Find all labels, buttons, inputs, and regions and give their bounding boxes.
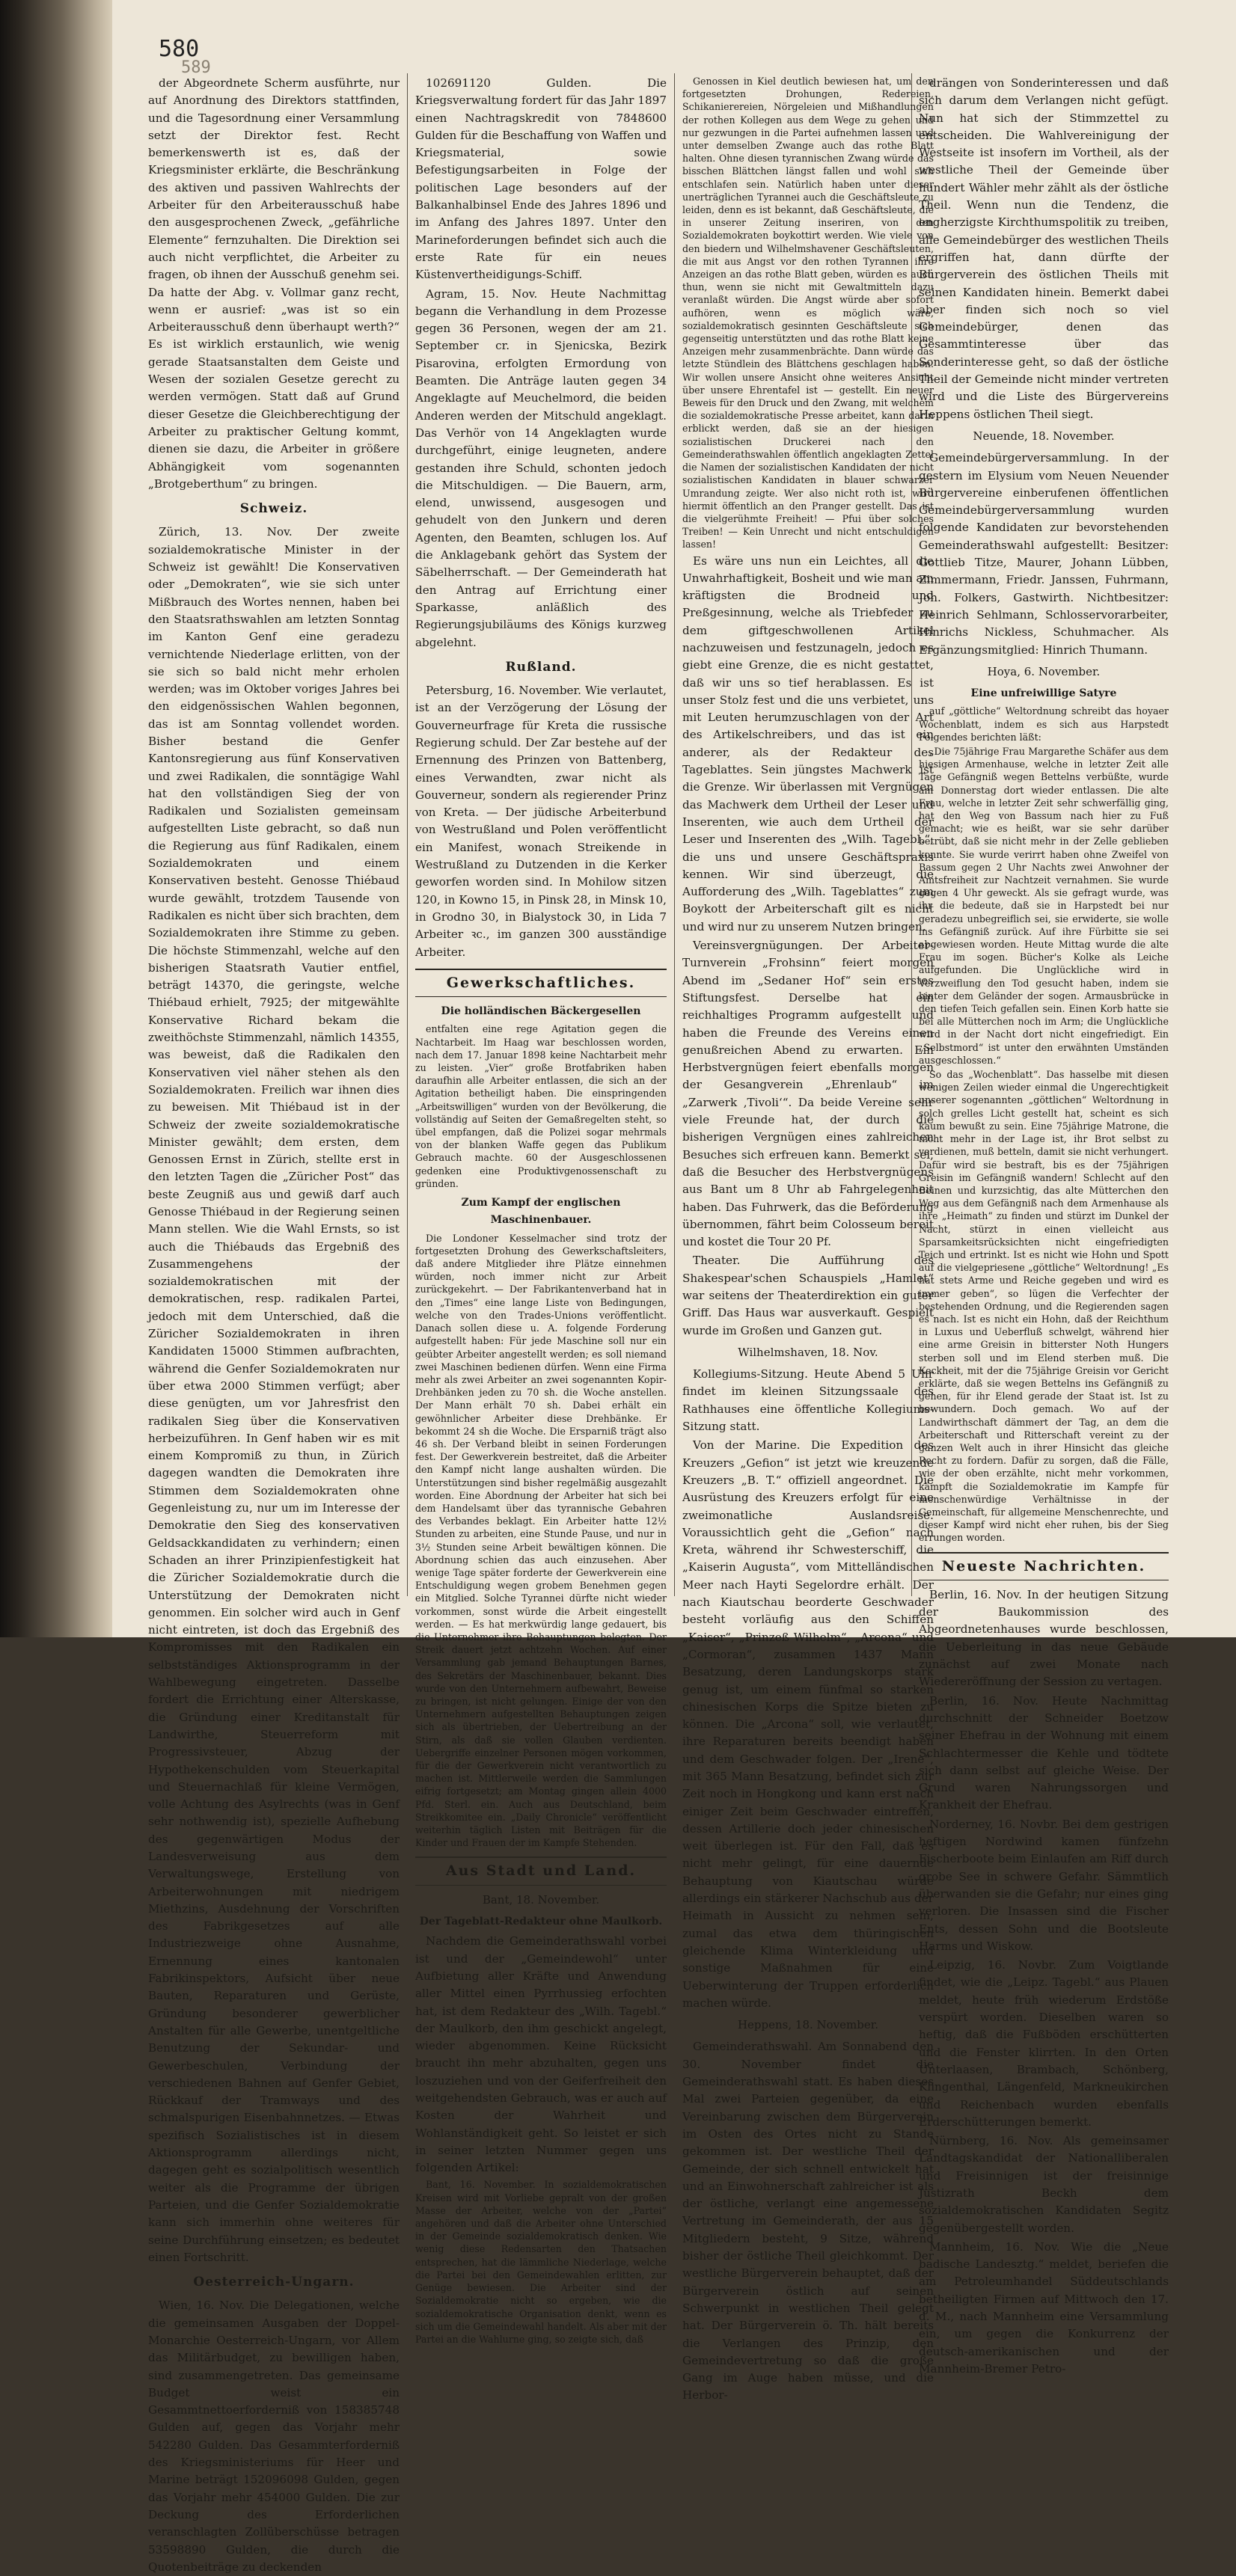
section-heading-neueste-nachrichten: Neueste Nachrichten. <box>919 1552 1169 1580</box>
article-text: Wien, 16. Nov. Die Delegationen, welche die gemeinsamen Ausgaben der Doppel-Monarchie Oesterreich-Ungarn, vor Allem das Militärbudget, zu bewilligen haben, sind zusammengetreten. Das gemeinsame Budget weist ein Gesammtnettoerforderniß von 158385748 Gulden auf, gegen das Vorjahr mehr 542280 Gulden. Das Gesammterforderniß des Kriegsministeriums für Heer und Marine beträgt 152096098 Gulden, gegen das Vorjahr mehr 454000 Gulden. Die zur Deckung des Erforderlichen veranschlagten Zollüberschüsse betragen 53598890 Gulden, die durch die Quotenbeiträge zu deckenden <box>148 2299 400 2574</box>
article-text: Die Londoner Kesselmacher sind trotz der fortgesetzten Drohung des Gewerkschaftsleiters, daß andere Mitglieder ihre Plätze einnehmen würden, noch immer nicht zur Arbeit zurückgekehrt. — Der Fabrikantenverband hat in den „Times“ eine lange Liste von Bedingungen, welche von den Trades-Unions veröffentlicht. Danach sollen diese u. A. folgende Forderung aufgestellt haben: Für jede Maschine soll nur ein geübter Arbeiter angestellt werden; es soll niemand zwei Maschinen bedienen dürfen. Wenn eine Firma mehr als zwei Arbeiter an zwei sogenannten Kopir-Drehbänken jeden zu 70 sh. die Woche anstellen. Der Mann erhält 70 sh. Dabei erhält ein gewöhnlicher Arbeiter diese Drehbänke. Er bekommt 24 sh die Woche. Die Ersparniß trägt also 46 sh. Der Verband bleibt in seinen Forderungen fest. Der Gewerkverein bestreitet, daß die Arbeiter den Kampf nicht lange aushalten würden. Die Unterstützungen sind bisher regelmäßig ausgezahlt worden. Eine Abordnung der Arbeiter hat sich bei dem Handelsamt über das tyrannische Gebahren des Verbandes beklagt. Ein Arbeiter hatte 12½ Stunden zu arbeiten, eine Stunde Pause, und nur in 3½ Stunden seine Arbeit bewältigen können. Die Abordnung schien das auch einzusehen. Aber wenige Tage später forderte der Gewerkverein eine Entschuldigung wegen grobem Benehmen gegen ein Mitglied. Solche Tyrannei dürfte nicht wieder vorkommen, sonst würde die Arbeit eingestellt werden. — Es hat merkwürdig lange gedauert, bis die Unternehmer ihre Behauptungen belegten. Der Streik dauert jetzt achtzehn Wochen. Auf einer Versammlung gab jemand Behauptungen Barnes, des Sekretärs der Maschinenbauer, bekannt. Dies wurde von den Unternehmern aufbewahrt, Beweise zu bringen, ist nicht gelungen. Einige der von den Unternehmern aufgestellten Behauptungen zeigen sich als übertrieben, der Uebertreibung an der Stirn, als daß sie vollen Glauben verdienten. Uebergriffe einzelner Personen mögen vorkommen, für die der Gewerkverein nicht verantwortlich zu machen ist. Mittlerweile werden die Sammlungen eifrig fortgesetzt; am Montag gingen allein 4000 Pfd. Sterl. ein. Auch aus Deutschland, beim Streikkomitee ein. „Daily Chronicle“ veröffentlicht weiterhin täglich Listen mit Beiträgen für die Kinder und Frauen der im Kampfe Stehenden. <box>415 1232 667 1849</box>
article-text: drängen von Sonderinteressen und daß sich darum dem Verlangen nicht gefügt. Nun hat sich der Stimmzettel zu entscheiden. Die Wahlvereinigung der Westseite ist insofern im Vortheil, als der westliche Theil der Gemeinde über hundert Wähler mehr zählt als der östliche Theil. Wenn nun die Tendenz, die engherzigste Kirchthumspolitik zu treiben, alle Gemeindebürger des westlichen Theils ergriffen hat, dann dürfte der Bürgerverein des östlichen Theils mit seinen Kandidaten hinein. Bemerkt dabei aber finden sich noch so viel Gemeindebürger, denen das Gesammtinteresse über das Sonderinteresse geht, so daß der östliche Theil der Gemeinde nicht minder vertreten wird und die Liste des Bürgervereins Heppens östlichen Theil siegt. <box>919 76 1169 421</box>
article-subheading: Der Tageblatt-Redakteur ohne Maulkorb. <box>419 1916 663 1928</box>
article-text: Gemeinderathswahl. Am Sonnabend den 30. November findet die Gemeinderathswahl statt. Es haben dieses Mal zwei Parteien gegenüber, da eine Vereinbarung zwischen dem Bürgerverein im Osten des Ortes nicht zu Stande gekommen ist. Der westliche Theil der Gemeinde, der sich schnell entwickelt hat und an Einwohnerschaft zahlreicher ist als der östliche, verlangt eine angemessene Vertretung im Gemeinderath, der aus 15 Mitgliedern besteht, 9 Sitze, während bisher der östliche Theil gleichkommt. Der westliche Bürgerverein behauptet, daß der Bürgerverein östlich auf seinen Schwerpunkt in westlichen Theil gelegt hat. Der Bürgerverein ö. Th. hält bereits die Verlangen des Prinzip, den Gemeindevertretung so daß die große Gang im Auge haben müsse, und die Herbor- <box>682 2040 934 2402</box>
column-rule <box>407 73 408 1596</box>
article-text: Nürnberg, 16. Nov. Als gemeinsamer Landtagskandidat der Nationalliberalen und Freisinnigen ist der freisinnige Justizrath Beckh dem sozialdemokratischen Kandidaten Segitz gegenübergestellt worden. <box>919 2134 1169 2235</box>
article-text: auf „göttliche“ Weltordnung schreibt das hoyaer Wochenblatt, indem es sich aus Harpstedt Folgendes berichten läßt: <box>919 705 1169 743</box>
dateline: Wilhelmshaven, 18. Nov. <box>738 1345 878 1359</box>
article-text: entfalten eine rege Agitation gegen die Nachtarbeit. Im Haag war beschlossen worden, nach dem 17. Januar 1898 keine Nachtarbeit mehr zu leisten. „Vier“ große Brotfabriken haben daraufhin alle Arbeiter entlassen, die sich an der Agitation betheiligt haben. Die einspringenden „Arbeitswilligen“ wurden von der Bevölkerung, die vollständig auf Seiten der Gemaßregelten steht, so übel empfangen, daß die Polizei sogar mehrmals von der blanken Waffe gegen das Publikum Gebrauch machte. 60 der Ausgeschlossenen gedenken eine Produktivgenossenschaft zu gründen. <box>415 1023 667 1189</box>
section-heading-oesterreich: Oesterreich-Ungarn. <box>193 2275 355 2290</box>
article-text: Nachdem die Gemeinderathswahl vorbei ist und der „Gemeindewohl“ unter Aufbietung aller Kräfte und Anwendung aller Mittel einen Pyrrhussieg erfochten hat, ist dem Redakteur des „Wilh. Tagebl.“ der Maulkorb, den ihm geschickt angelegt, wieder abgenommen. Keine Rücksicht braucht ihn mehr abzuhalten, gegen uns loszuziehen und von der Geiferfreiheit den weitgehendsten Gebrauch, was er auch auf Kosten der Wahrheit und Wohlanständigkeit geht. So leistet er sich in seiner letzten Nummer gegen uns folgenden Artikel: <box>415 1934 667 2175</box>
article-subheading: Die holländischen Bäckergesellen <box>441 1005 641 1018</box>
section-heading-schweiz: Schweiz. <box>239 501 308 517</box>
dateline: Bant, 18. November. <box>482 1892 600 1907</box>
column-4 <box>919 75 1169 2376</box>
dateline: Hoya, 6. November. <box>987 664 1101 678</box>
article-subheading: Eine unfreiwillige Satyre <box>970 687 1117 700</box>
article-text: Zürich, 13. Nov. Der zweite sozialdemokratische Minister in der Schweiz ist gewählt! Die Konservativen oder „Demokraten“, wie sie sich unter Mißbrauch des Wortes nennen, haben bei den Staatsrathswahlen am letzten Sonntag im Kanton Genf eine geradezu vernichtende Niederlage erlitten, von der sie sich so bald nicht mehr erholen werden; was im Oktober voriges Jahres bei den eidgenössischen Wahlen begonnen, das ist am Sonntag vollendet worden. Bisher bestand die Genfer Kantonsregierung aus fünf Konservativen und zwei Radikalen, die sonntägige Wahl hat den vollständigen Sieg der von Radikalen und Sozialisten gemeinsam aufgestellten Liste gebracht, so daß nun die Regierung aus fünf Radikalen, einem Sozialdemokraten und einem Konservativen besteht. Genosse Thiébaud wurde gewählt, trotzdem Tausende von Radikalen es nicht über sich brachten, dem Sozialdemokraten ihre Stimme zu geben. Die höchste Stimmenzahl, welche auf den bisherigen Staatsrath Vautier entfiel, beträgt 14370, die geringste, welche Thiébaud erhielt, 7925; der mitgewählte Konservative Richard bekam die zweithöchste Stimmenzahl, nämlich 14355, was beweist, daß die Radikalen den Konservativen viel näher stehen als den Sozialdemokraten. Freilich war ihnen dies zu beweisen. Mit Thiébaud ist in der Schweiz der zweite sozialdemokratische Minister gewählt; dem ersten, dem Genossen Ernst in Zürich, stellte erst in den letzten Tagen die „Züricher Post“ das beste Zeugniß aus und gewiß darf auch Genosse Thiébaud in der Regierung seinen Mann stellen. Wie die Wahl Ernsts, so ist auch die Thiébauds das Ergebniß des Zusammengehens der sozialdemokratischen mit der demokratischen, resp. radikalen Partei, jedoch mit dem Unterschied, daß die Züricher Sozialdemokraten in ihren Kandidaten 15000 Stimmen aufbrachten, während die Genfer Sozialdemokraten nur über etwa 2000 Stimmen verfügt; aber diese genügten, um vor Jahresfrist den radikalen Sieg über die Konservativen herbeizuführen. In Genf haben wir es mit einem Kompromiß zu thun, in Zürich dagegen wandten die Demokraten ihre Stimmen dem Sozialdemokraten ohne Gegenleistung zu, nur um im Interesse der Demokratie den Sieg des konservativen Geldsackkandidaten zu verhindern; einen Schaden an ihrer Prinzipienfestigkeit hat die Züricher Sozialdemokratie durch die Unterstützung der Demokraten nicht genommen. Ein solcher wird auch in Genf nicht eintreten, ist doch das Ergebniß des Kompromisses mit den Radikalen ein selbstständiges Aktionsprogramm in der Wahlbewegung eingetreten. Dasselbe fordert die Errichtung einer Alterskasse, die Gründung einer Kreditanstalt für Landwirthe, Steuerreform mit Progressivsteuer, Abzug der Hypothekenschulden vom Steuerkapital und Steuernachlaß für kleine Vermögen, volle Achtung des Asylrechts (was in Genf sehr nothwendig ist), spezielle Aufhebung des gegenwärtigen Modus der Landesverweisung aus dem Verwaltungswege, Erstellung von Arbeiterwohnungen mit niedrigem Miethzins, Ausdehnung der Vorschriften des Fabrikgesetzes auf alle Industriezweige ohne Ausnahme, Ernennung eines kantonalen Fabrikinspektors, Aufsicht über neue Bauten, Reparaturen und Gerüste, Gründung besonderer gewerblicher Anstalten für alle Gewerbe, unentgeltliche Benutzung der Sekundar- und Gewerbeschulen, Verbindung der verschiedenen Bahnen auf Genfer Gebiet, Rückkauf der Tramways und des schmalspurigen Eisenbahnnetzes. — Etwas spezifisch Sozialistisches ist in diesem Aktionsprogramm allerdings nicht, dagegen geht es sozialpolitisch wesentlich weiter als die Programme der übrigen Parteien, und die Genfer Sozialdemokratie kann sich immerhin ohne weiteres für seine Durchführung einsetzen; es bedeutet einen Fortschritt. <box>148 525 400 2264</box>
section-heading-gewerkschaftliches: Gewerkschaftliches. <box>415 969 667 997</box>
article-text: Es wäre uns nun ein Leichtes, all die Unwahrhaftigkeit, Bosheit und wie man am kräftigsten die Brodneid und Preßgesinnung, welche als Triebfeder zu dem giftgeschwollenen Artikel nachzuweisen und festzunageln, jedoch es giebt eine Grenze, die es nicht gestattet, daß wir uns so tief herablassen. Es ist unser Stolz fest und die uns verbietet, uns mit Leuten herumzuschlagen von der Art des Artikelschreibers, und das ist ein anderer, als der Redakteur des Tageblattes. Sein jüngstes Machwerk ist die Grenze. Wir überlassen mit Vergnügen das Machwerk dem Urtheil der Leser und Inserenten, wie auch dem Urtheil der Leser und Inserenten des „Wilh. Tagebl.“, die uns und unsere Geschäftspraxis kennen. Wir sind überzeugt, die Aufforderung des „Wilh. Tageblattes“ zum Boykott der Arbeiterschaft gilt es nicht und wird nur zu unserem Nutzen bringen. <box>682 553 934 933</box>
article-text: Bant, 16. November. In sozialdemokratischen Kreisen wird mit Vorliebe gepralt von der großen Masse der Arbeiter, welche von der „Partei“ angehören und daß die Arbeiter ohne Unterschied in der Gemeinde sozialdemokratisch denken. Wie wenig diese Redensarten den Thatsachen entsprechen, hat die lämmliche Niederlage, welche die Partei bei den Gemeindewahlen erlitten, zur Genüge bewiesen. Die Arbeiter sind der Sozialdemokratie nicht so ergeben, wie die sozialdemokratische Organisation denkt, wenn es sich um die Gemeindewahl handelt. Als aber mit der Partei an die Wahlurne ging, so zeigte sich, daß <box>415 2179 667 2345</box>
article-text: Gemeindebürgerversammlung. In der gestern im Elysium vom Neuen Neuender Bürgervereine einberufenen öffentlichen Gemeindebürgerversammlung wurden folgende Kandidaten zur bevorstehenden Gemeinderathswahl aufgestellt: Besitzer: Gottlieb Titze, Maurer, Johann Lübben, Zimmermann, Friedr. Janssen, Fuhrmann, Joh. Folkers, Gastwirth. Nichtbesitzer: Heinrich Sehlmann, Schlosservorarbeiter, Hinrichs Nickless, Schuhmacher. Als Ergänzungsmitglied: Hinrich Thumann. <box>919 451 1169 657</box>
dateline: Neuende, 18. November. <box>973 429 1115 443</box>
article-text: „Die 75jährige Frau Margarethe Schäfer aus dem hiesigen Armenhause, welche in letzter Zeit alle Tage Gefängniß wegen Bettelns verbüßte, wurde am Donnerstag dort wieder entlassen. Die alte Frau, welche in letzter Zeit sehr schwerfällig ging, hat den Weg von Bassum nach hier zu Fuß gemacht; wie es heißt, war sie sehr darüber betrübt, daß sie nicht mehr in der Zelle geblieben konnte. Sie wurde verirrt haben ohne Zweifel von Bassum gegen 2 Uhr Nachts zwei Anwohner der Amtsfreiheit zur Nachtzeit vernahmen. Sie wurde gegen 4 Uhr geweckt. Als sie gefragt wurde, was ihr die bedeute, daß sie in Harpstedt bei nur geradezu unbegreiflich sei, sie erwiderte, sie wolle ins Gefängniß zurück. Auf ihre Fürbitte sie sei abgewiesen worden. Heute Mittag wurde die alte Frau im sogen. Bücher's Kolke als Leiche aufgefunden. Die Unglückliche wird in Verzweiflung den Tod gesucht haben, indem sie hinter dem Geländer der sogen. Armausbrücke in den tiefen Teich gefallen sein. Einen Korb hatte sie bei alle Mütterchen noch im Arm; die Unglückliche wird in der Nacht dort nicht eingefriedigt. Ein „Selbstmord“ ist unter den erwähnten Umständen ausgeschlossen.“ <box>919 746 1169 1066</box>
article-text: Kollegiums-Sitzung. Heute Abend 5 Uhr findet im kleinen Sitzungssaale des Rathhauses eine öffentliche Kollegiums-Sitzung statt. <box>682 1367 934 1434</box>
article-text: Genossen in Kiel deutlich bewiesen hat, um den fortgesetzten Drohungen, Redereien, Schikanierereien, Nörgeleien und Mißhandlungen der rothen Kollegen aus dem Wege zu gehen und nur gezwungen in die Partei aufnehmen lassen und unter demselben Zwange auch das rothe Blatt halten. Ohne diesen tyrannischen Zwang würde das bisschen Blättchen längst fallen und wohl sich entschlafen sein. Natürlich haben unter dieser unerträglichen Tyrannei auch die Geschäftsleute zu leiden, denn es ist bekannt, daß Geschäftsleute, die in unserer Zeitung inseriren, von den Sozialdemokraten boykottirt werden. Wie viele von den biedern und Wilhelmshavener Geschäftsleuten, die mit aus Angst vor den rothen Tyrannen ihre Anzeigen an das rothe Blatt geben, würden es auch thun, wenn sie nicht mit Gewaltmitteln dazu veranlaßt würden. Die Angst würde aber sofort aufhören, wenn es möglich wäre, sozialdemokratisch gesinnten Geschäftsleute sich gegenseitig unterstützten und das rothe Blatt keine Anzeigen mehr zusammenbrächte. Dann würde das letzte Stündlein des Blättchens geschlagen haben. Wir wollen unsere Ansicht ohne weiteres Ansicht über unsere Ehrentafel ist — gestellt. Ein neuer Beweis für den Druck und den Zwang, mit welchem die sozialdemokratische Presse arbeitet, kann darin erblickt werden, daß sie an der hiesigen sozialistischen Druckerei nach den Gemeinderathswahlen öffentlich angeklagten Zettel die Namen der sozialistischen Kandidaten der nicht sozialistischen Kandidaten in blauer schwarzer Umrandung zeigte. Wer also nicht roth ist, wird hiermit öffentlich an den Pranger gestellt. Das ist die vielgerühmte Freiheit! — Pfui über solches Treiben! — Kein Unrecht und nicht entschuldigen lassen! <box>682 76 934 551</box>
article-text: Norderney, 16. Novbr. Bei dem gestrigen heftigen Nordwind kamen fünfzehn Fischerboote beim Einlaufen am Riff durch grobe See in schwere Gefahr. Sämmtlich überwanden sie die Gefahr; nur eines ging verloren. Die Insassen sind die Fischer Ents, dessen Sohn und die Bootsleute Harms und Wiskow. <box>919 1817 1169 1953</box>
dateline: Heppens, 18. November. <box>737 2018 879 2032</box>
column-3 <box>682 75 934 2402</box>
article-text: So das „Wochenblatt“. Das hasselbe mit diesen wenigen Zeilen wieder einmal die Ungerechtigkeit unserer sogenannten „göttlichen“ Weltordnung in solch grelles Licht gestellt hat, scheint es sich kaum bewußt zu sein. Eine 75jährige Matrone, die nicht mehr in der Lage ist, ihr Brot selbst zu verdienen, muß betteln, damit sie nicht verhungert. Dafür wird sie bestraft, bis es der 75jährigen Greisin im Gefängniß wandern! Schlecht auf den Beinen und kurzsichtig, das alte Mütterchen den Weg aus dem Gefängniß nach dem Armenhause als ihre „Heimath“ zu finden und stürzt im Dunkel der Nacht, stürzt in einen vielleicht aus Sparsamkeitsrücksichten nicht eingefriedigten Teich und ertrinkt. Ist es nicht wie Hohn und Spott auf die vielgepriesene „göttliche“ Weltordnung! „Es hat stets Arme und Reiche gegeben und wird es immer geben“, so lügen die Verfechter der bestehenden Ordnung, und die Regierenden sagen es nach. Ist es nicht ein Hohn, daß der Reichthum in Luxus und Ueberfluß schwelgt, während hier eine arme Greisin in bitterster Noth Hungers sterben soll und im Elend sterben muß. Die Keckheit, mit der die 75jährige Greisin vor Gericht erklärte, daß sie wegen Bettelns ins Gefängniß zu gehen, für ihr Elend gerade der Staat ist. Ist zu bewundern. Doch gemach. Wo auf der Landwirthschaft dämmert der Tag, an dem die Arbeiterschaft und Ritterschaft vereint zu der ganzen Welt auch in ihrer Hinsicht das gleiche Recht zu fordern. Dafür zu sorgen, daß die Fälle, wie der oben erzählte, nicht mehr vorkommen, kämpft die Sozialdemokratie im Kampfe für menschenwürdige Verhältnisse in der Gemeinschaft, für allgemeine Menschenrechte, und dieser Kampf wird nicht eher ruhen, bis der Sieg errungen worden. <box>919 1069 1169 1544</box>
article-text: Von der Marine. Die Expedition des Kreuzers „Gefion“ ist jetzt wie kreuzende Kreuzers „B. T.“ offiziell angeordnet. Die Ausrüstung des Kreuzers erfolgt für eine zweimonatliche Auslandsreise. Voraussichtlich geht die „Gefion“ nach Kreta, während ihr Schwesterschiff, die „Kaiserin Augusta“, vom Mittelländischen Meer nach Hayti Segelordre erhält. Der nach Kiautschau beorderte Geschwader besteht vorläufig aus den Schiffen „Kaiser“, „Prinzeß Wilhelm“, „Arcona“ und „Cormoran“, zusammen 1437 Mann Besatzung, deren Landungskorps stark genug ist, um einem fünfmal so starken chinesischen Korps die Spitze bieten zu können. Die „Arcona“ soll, wie verlautet, ihre Reparaturen bereits beendigt haben und dem Geschwader folgen. Der „Irene“, mit 365 Mann Besatzung, befindet sich zur Zeit noch in Hongkong und kann erst nach einiger Zeit beim Geschwader eintreffen, dessen Artillerie doch jeder chinesischen weit überlegen ist. Für den Fall, daß es nicht mehr gelingt, für eine dauernde Behauptung von Kiautschau würde allerdings ein stärkerer Nachschub aus der Heimath in Aussicht zu nehmen sein, zumal das etwa dem thüringischen gleichende Klima Winterkleidung und sonstige Maßnahmen für eine Ueberwinterung der Truppen erforderlich machen würde. <box>682 1438 934 2010</box>
article-text: Petersburg, 16. November. Wie verlautet, ist an der Verzögerung der Lösung der Gouverneurfrage für Kreta die russische Regierung schuld. Der Zar bestehe auf der Ernennung des Prinzen von Battenberg, eines Verwandten, zwar nicht als Gouverneur, sondern als regierender Prinz von Kreta. — Der jüdische Arbeiterbund von Westrußland und Polen veröffentlicht ein Manifest, wonach Streikende in Westrußland zu Dutzenden in die Kerker geworfen worden sind. In Mohilow sitzen 120, in Kowno 15, in Pinsk 28, in Minsk 10, in Grodno 30, in Bialystock 30, in Lida 7 Arbeiter ꝛc., im ganzen 300 ausständige Arbeiter. <box>415 684 667 959</box>
column-1 <box>148 75 400 2574</box>
section-heading-stadt-und-land: Aus Stadt und Land. <box>415 1856 667 1885</box>
article-text: Theater. Die Aufführung des Shakespear'schen Schauspiels „Hamlet“ war seitens der Theaterdirektion ein guter Griff. Das Haus war ausverkauft. Gespielt wurde im Großen und Ganzen gut. <box>682 1254 934 1337</box>
newspaper-page <box>112 0 1236 2574</box>
article-text: Leipzig, 16. Novbr. Zum Voigtlande findet, wie die „Leipz. Tagebl.“ aus Plauen meldet, heute früh wiederum Erdstöße verspürt worden. Dieselben waren so heftig, daß die Fußböden erschütterten und die Fenster klirrten. In den Orten Unterlaasen, Brambach, Schönberg, Klingenthal, Längenfeld, Markneukirchen und Reichenbach wurden ebenfalls Erderschütterungen bemerkt. <box>919 1958 1169 2129</box>
article-text: Vereinsvergnügungen. Der Arbeiter-Turnverein „Frohsinn“ feiert morgen Abend im „Sedaner Hof“ sein erstes Stiftungsfest. Derselbe hat ein reichhaltiges Programm aufgestellt und haben die Freunde des Vereins einen genußreichen Abend zu erwarten. Ein Herbstvergnügen feiert ebenfalls morgen der Gesangverein „Ehrenlaub“ im „Zarwerk ‚Tivoli‘“. Da beide Vereine sehr viele Freunde hat, der durch die bisherigen Vergnügen eines zahlreichen Besuches sich erfreuen kann. Bemerkt sei, daß die Besucher des Herbstvergnügens aus Bant um 8 Uhr ab Fahrgelegenheit haben. Das Fuhrwerk, das die Beförderung übernommen, fährt beim Colosseum bereit und kostet die Tour 20 Pf. <box>682 939 934 1249</box>
article-text: Berlin, 16. Nov. Heute Nachmittag durchschnitt der Schneider Boetzow seiner Ehefrau in der Wohnung mit einem Schlachtermesser die Kehle und tödtete sich dann selbst auf gleiche Weise. Der Grund waren Nahrungssorgen und Krankheit der Ehefrau. <box>919 1693 1169 1812</box>
article-text: 102691120 Gulden. Die Kriegsverwaltung fordert für das Jahr 1897 einen Nachtragskredit von 7848600 Gulden für die Beschaffung von Waffen und Kriegsmaterial, sowie Befestigungsarbeiten in Folge der politischen Lage besonders auf der Balkanhalbinsel Ende des Jahres 1896 und im Anfang des Jahres 1897. Unter den Marineforderungen befindet sich auch die erste Rate für ein neues Küstenvertheidigungs-Schiff. <box>415 76 667 282</box>
page-number: 580 <box>159 36 200 62</box>
column-rule <box>674 73 675 1596</box>
article-text: der Abgeordnete Scherm ausführte, nur auf Anordnung des Direktors stattfinden, und die Tagesordnung einer Versammlung setzt der Direktor fest. Recht bemerkenswerth ist es, daß der Kriegsminister erklärte, die Beschränkung des aktiven und passiven Wahlrechts der Arbeiter für den Arbeiterausschuß habe den ausgesprochenen Zweck, „gefährliche Elemente“ fernzuhalten. Die Direktion sei auch nicht verpflichtet, die Arbeiter zu fragen, ob ihnen der Ausschuß genehm sei. Da hatte der Abg. v. Vollmar ganz recht, wenn er ausrief: „was ist so ein Arbeiterausschuß denn überhaupt werth?“ Es ist wirklich erstaunlich, wie wenig gerade Staatsanstalten dem Geiste und Wesen der sozialen Gesetze gerecht zu werden vermögen. Statt daß auf Grund dieser Gesetze die Gleichberechtigung der Arbeiter zu praktischer Geltung kommt, dienen sie dazu, die Arbeiter in größere Abhängigkeit vom sogenannten „Brotgeberthum“ zu bringen. <box>148 76 400 491</box>
article-text: Berlin, 16. Nov. In der heutigen Sitzung der Baukommission des Abgeordnetenhauses wurde beschlossen, die Ueberleitung in das neue Gebäude zunächst auf zwei Monate nach Wiedereröffnung der Session zu vertagen. <box>919 1587 1169 1689</box>
article-text: Mannheim, 16. Nov. Wie die „Neue badische Landesztg.“ meldet, beriefen die am Petroleumhandel Süddeutschlands betheiligten Firmen auf Mittwoch den 17. d. M., nach Mannheim eine Versammlung ein, um gegen die Konkurrenz der deutsch-amerikanischen und der Mannheim-Bremer Petro- <box>919 2239 1169 2376</box>
section-heading-russland: Rußland. <box>505 659 577 675</box>
page-number-faint: 589 <box>181 58 211 77</box>
column-2 <box>415 75 667 2345</box>
article-text: Agram, 15. Nov. Heute Nachmittag begann die Verhandlung in dem Prozesse gegen 36 Personen, wegen der am 21. September cr. in Sjenicska, Bezirk Pisarovina, erfolgten Ermordung von Beamten. Die Anträge lauten gegen 34 Angeklagte auf Meuchelmord, die beiden Anderen werden der Mitschuld angeklagt. Das Verhör von 14 Angeklagten wurde durchgeführt, einige leugneten, andere gestanden ihre Schuld, schonten jedoch die Mitschuldigen. — Die Bauern, arm, elend, unwissend, ausgesogen und gehudelt von den Junkern und deren Agenten, den Beamten, schlugen los. Auf die Anklagebank gehört das System der Säbelherrschaft. — Der Gemeinderath hat den Antrag auf Errichtung einer Sparkasse, anläßlich des Regierungsjubiläums des Königs kurzweg abgelehnt. <box>415 286 667 649</box>
book-spine <box>0 0 112 1637</box>
article-subheading: Zum Kampf der englischen Maschinenbauer. <box>461 1197 621 1227</box>
